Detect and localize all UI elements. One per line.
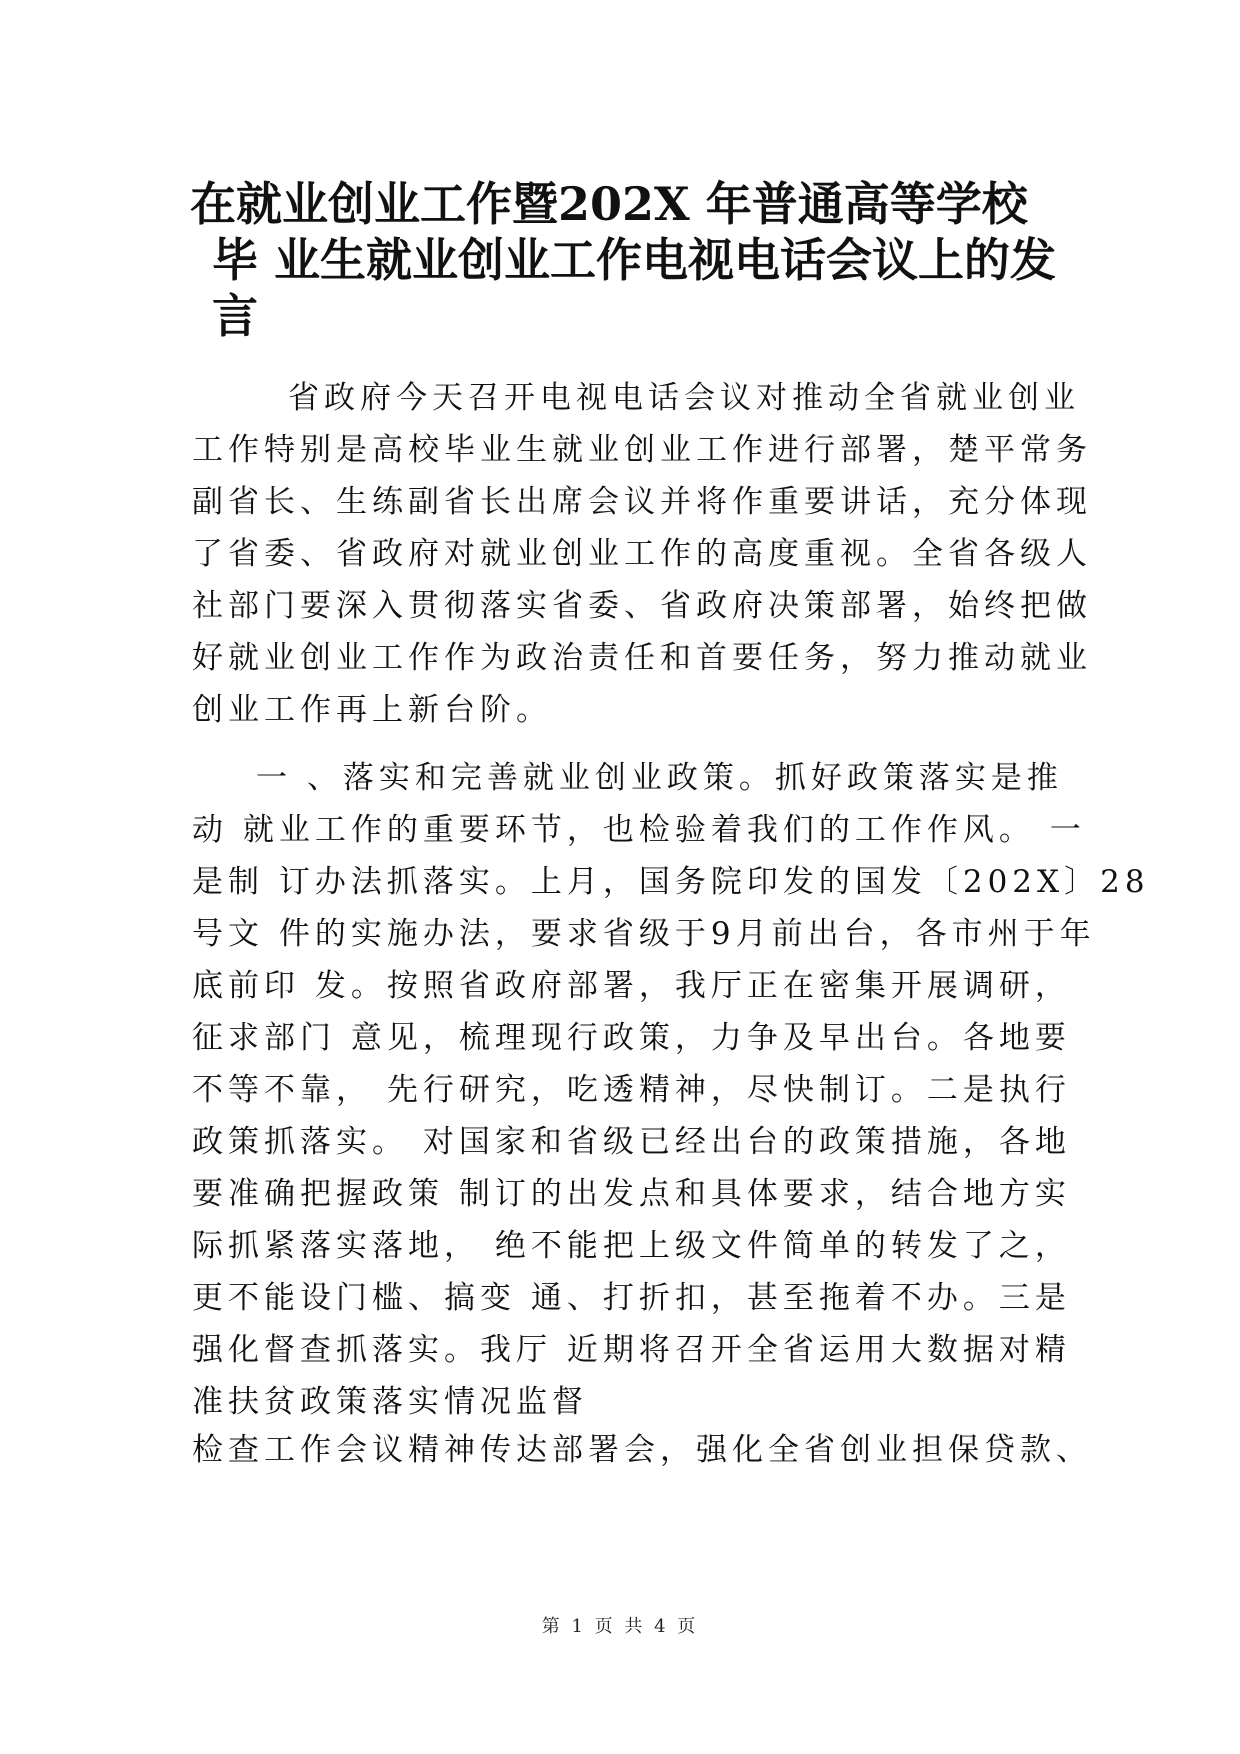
title-line: 在就业创业工作暨202X 年普通高等学校 (190, 177, 1028, 231)
page-number-footer: 第 1 页 共 4 页 (541, 1616, 699, 1637)
text-line: 更不能设门槛、搞变 通、打折扣，甚至拖着不办。三是 (192, 1280, 1071, 1316)
paragraph-continued (192, 1424, 1092, 1476)
paragraph-intro (192, 372, 1092, 736)
title-line: 言 (212, 289, 258, 343)
text-line: 号文 件的实施办法，要求省级于9月前出台，各市州于年 (192, 916, 1096, 952)
text-line: 准扶贫政策落实情况监督 (192, 1384, 588, 1420)
text-line: 不等不靠， 先行研究，吃透精神，尽快制订。二是执行 (192, 1072, 1071, 1108)
text-line: 了省委、省政府对就业创业工作的高度重视。全省各级人 (192, 536, 1092, 572)
text-line: 强化督查抓落实。我厅 近期将召开全省运用大数据对精 (192, 1332, 1071, 1368)
paragraph-section-one (192, 752, 1150, 1428)
text-line: 征求部门 意见，梳理现行政策，力争及早出台。各地要 (192, 1020, 1071, 1056)
text-line: 副省长、生练副省长出席会议并将作重要讲话，充分体现 (192, 484, 1092, 520)
document-title (190, 176, 1070, 344)
text-line: 一 、落实和完善就业创业政策。抓好政策落实是推 (256, 760, 1063, 796)
text-line: 社部门要深入贯彻落实省委、省政府决策部署，始终把做 (192, 588, 1092, 624)
text-line: 创业工作再上新台阶。 (192, 692, 552, 728)
text-line: 动 就业工作的重要环节，也检验着我们的工作作风。 一 (192, 812, 1086, 848)
text-line: 检查工作会议精神传达部署会，强化全省创业担保贷款、 (192, 1432, 1092, 1468)
title-line: 毕 业生就业创业工作电视电话会议上的发 (212, 233, 1057, 287)
text-line: 底前印 发。按照省政府部署，我厅正在密集开展调研， (192, 968, 1071, 1004)
text-line: 省政府今天召开电视电话会议对推动全省就业创业 (288, 380, 1080, 416)
text-line: 是制 订办法抓落实。上月，国务院印发的国发〔202X〕28 (192, 864, 1150, 900)
text-line: 工作特别是高校毕业生就业创业工作进行部署，楚平常务 (192, 432, 1092, 468)
text-line: 好就业创业工作作为政治责任和首要任务，努力推动就业 (192, 640, 1092, 676)
text-line: 要准确把握政策 制订的出发点和具体要求，结合地方实 (192, 1176, 1071, 1212)
text-line: 政策抓落实。 对国家和省级已经出台的政策措施，各地 (192, 1124, 1071, 1160)
text-line: 际抓紧落实落地， 绝不能把上级文件简单的转发了之， (192, 1228, 1071, 1264)
